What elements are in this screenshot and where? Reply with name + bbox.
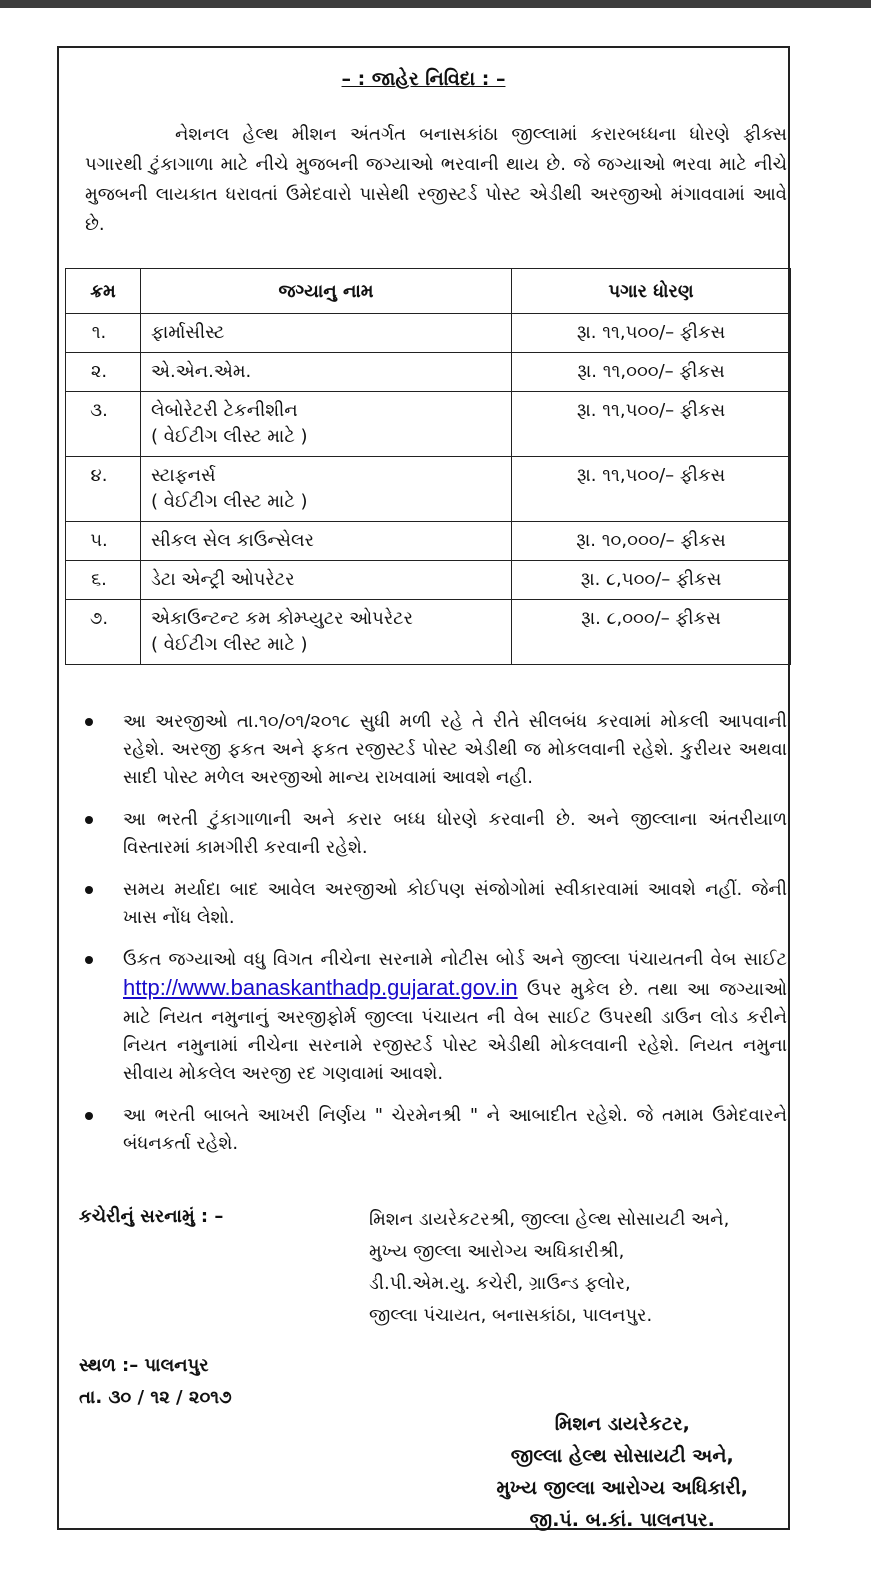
condition-text: આ અરજીઓ તા.૧૦/૦૧/૨૦૧૮ સુધી મળી રહે તે રીતે સીલબંધ કરવામાં મોકલી આપવાની રહેશે. અરજી ફકત અને ફકત રજીસ્ટર્ડ પોસ્ટ એડીથી જ મોકલવાની રહેશે. કુરીયર અથવા સાદી પોસ્ટ મળેલ અરજીઓ માન્ય રાખવામાં આવશે નહી.	[123, 711, 787, 788]
post-name: એ.એન.એમ.	[151, 361, 252, 382]
notice-document	[57, 46, 790, 1530]
row-pay: રૂા. ૧૦,૦૦૦/– ફીકસ	[512, 522, 791, 561]
table-header-row	[66, 269, 791, 314]
signature-line: જી.પં. બ.કાં. પાલનપર.	[529, 1509, 715, 1531]
signature-line: જીલ્લા હેલ્થ સોસાયટી અને,	[510, 1445, 734, 1467]
condition-text: આ ભરતી ટુંકાગાળાની અને કરાર બધ્ધ ધોરણે કરવાની છે. અને જીલ્લાના અંતરીયાળ વિસ્તારમાં કામગીરી કરવાની રહેશે.	[123, 809, 787, 858]
row-post-name	[141, 600, 512, 665]
post-note: ( વેઈટીગ લીસ્ટ માટે )	[151, 426, 308, 447]
signature-line: મુખ્ય જીલ્લા આરોગ્ય અધિકારી,	[496, 1477, 748, 1499]
date-label: તા. ૩૦ / ૧૨ / ૨૦૧૭	[79, 1387, 232, 1408]
vacancy-table	[65, 268, 791, 665]
row-serial: ૧.	[66, 314, 141, 353]
post-name: ફાર્માસીસ્ટ	[151, 322, 225, 343]
table-row	[66, 457, 791, 522]
post-name: સ્ટાફનર્સ	[151, 465, 216, 486]
row-serial: ૬.	[66, 561, 141, 600]
place-date-block	[79, 1350, 232, 1414]
row-post-name	[141, 522, 512, 561]
condition-text: સમય મર્યાદા બાદ આવેલ અરજીઓ કોઈપણ સંજોગોમાં સ્વીકારવામાં આવશે નહીં. જેની ખાસ નોંધ લેશો.	[123, 879, 787, 928]
post-note: ( વેઈટીગ લીસ્ટ માટે )	[151, 491, 308, 512]
website-link[interactable]: http://www.banaskanthadp.gujarat.gov.in	[123, 975, 518, 1000]
row-serial: ૩.	[66, 392, 141, 457]
header-pay-scale: પગાર ધોરણ	[512, 269, 791, 314]
list-item	[85, 708, 787, 792]
row-post-name	[141, 353, 512, 392]
row-serial: ૭.	[66, 600, 141, 665]
place-label: સ્થળ :– પાલનપુર	[79, 1355, 209, 1376]
conditions-list	[85, 708, 787, 1172]
row-pay: રૂા. ૧૧,૫૦૦/– ફીકસ	[512, 314, 791, 353]
condition-text: આ ભરતી બાબતે આખરી નિર્ણય " ચેરમેનશ્રી " ને આબાદીત રહેશે. જે તમામ ઉમેદવારને બંધનકર્તા રહેશે.	[123, 1105, 787, 1154]
bullet-icon	[85, 718, 93, 726]
table-row	[66, 353, 791, 392]
condition-text-before-link: ઉકત જગ્યાઓ વધુ વિગત નીચેના સરનામે નોટીસ બોર્ડ અને જીલ્લા પંચાયતની વેબ સાઈટ	[123, 949, 787, 970]
intro-paragraph: નેશનલ હેલ્થ મીશન અંતર્ગત બનાસકાંઠા જીલ્લામાં કરારબધ્ધના ધોરણે ફીક્સ પગારથી ટુંકાગાળા માટે નીચે મુજબની જગ્યાઓ ભરવાની થાય છે. જે જગ્યાઓ ભરવા માટે નીચે મુજબની લાયકાત ધરાવતાં ઉમેદવારો પાસેથી રજીસ્ટર્ડ પોસ્ટ એડીથી અરજીઓ મંગાવવામાં આવે છે.	[85, 124, 787, 235]
list-item	[85, 806, 787, 862]
row-pay: રૂા. ૧૧,૦૦૦/– ફીકસ	[512, 353, 791, 392]
bullet-icon	[85, 886, 93, 894]
post-name: ડેટા એન્ટ્રી ઓપરેટર	[151, 569, 295, 590]
table-row	[66, 600, 791, 665]
row-serial: ૨.	[66, 353, 141, 392]
condition-text-after-link: ઉપર મુકેલ છે. તથા આ જગ્યાઓ માટે નિયત નમુનાનું અરજીફોર્મ જીલ્લા પંચાયત ની વેબ સાઈટ ઉપરથી ડાઉન લોડ કરીને નિયત નમુનામાં નીચેના સરનામે રજીસ્ટર્ડ પોસ્ટ એડીથી મોકલવાની રહેશે. નિયત નમુના સીવાય મોકલેલ અરજી રદ ગણવામાં આવશે.	[123, 979, 787, 1084]
table-row	[66, 314, 791, 353]
post-name: એકાઉન્ટન્ટ કમ કોમ્પ્યુટર ઓપરેટર	[151, 608, 413, 629]
row-post-name	[141, 314, 512, 353]
bullet-icon	[85, 1112, 93, 1120]
signature-line: મિશન ડાયરેકટર,	[554, 1413, 690, 1435]
table-row	[66, 522, 791, 561]
bullet-icon	[85, 956, 93, 964]
notice-title: – : જાહેર નિવિદા : –	[341, 68, 506, 90]
office-address-label: કચેરીનું સરનામું : –	[79, 1206, 224, 1227]
list-item	[85, 946, 787, 1088]
address-line: જીલ્લા પંચાયત, બનાસકાંઠા, પાલનપુર.	[369, 1305, 653, 1326]
header-serial: ક્રમ	[66, 269, 141, 314]
office-address	[369, 1204, 729, 1332]
header-post-name: જગ્યાનુ નામ	[141, 269, 512, 314]
address-line: મુખ્ય જીલ્લા આરોગ્ય અધિકારીશ્રી,	[369, 1241, 625, 1262]
signature-block	[497, 1408, 748, 1536]
post-name: સીકલ સેલ કાઉન્સેલર	[151, 530, 314, 551]
row-pay: રૂા. ૧૧,૫૦૦/– ફીકસ	[512, 392, 791, 457]
bullet-icon	[85, 816, 93, 824]
row-pay: રૂા. ૮,૫૦૦/– ફીકસ	[512, 561, 791, 600]
post-name: લેબોરેટરી ટેકનીશીન	[151, 400, 298, 421]
row-pay: રૂા. ૧૧,૫૦૦/– ફીકસ	[512, 457, 791, 522]
row-pay: રૂા. ૮,૦૦૦/– ફીકસ	[512, 600, 791, 665]
post-note: ( વેઈટીગ લીસ્ટ માટે )	[151, 634, 308, 655]
list-item	[85, 1102, 787, 1158]
address-line: ડી.પી.એમ.યુ. કચેરી, ગ્રાઉન્ડ ફલોર,	[369, 1273, 631, 1294]
row-post-name	[141, 561, 512, 600]
list-item	[85, 876, 787, 932]
row-serial: ૫.	[66, 522, 141, 561]
row-post-name	[141, 392, 512, 457]
table-row	[66, 561, 791, 600]
table-row	[66, 392, 791, 457]
row-post-name	[141, 457, 512, 522]
row-serial: ૪.	[66, 457, 141, 522]
top-bar	[0, 0, 871, 8]
address-line: મિશન ડાયરેકટરશ્રી, જીલ્લા હેલ્થ સોસાયટી અને,	[369, 1209, 730, 1230]
